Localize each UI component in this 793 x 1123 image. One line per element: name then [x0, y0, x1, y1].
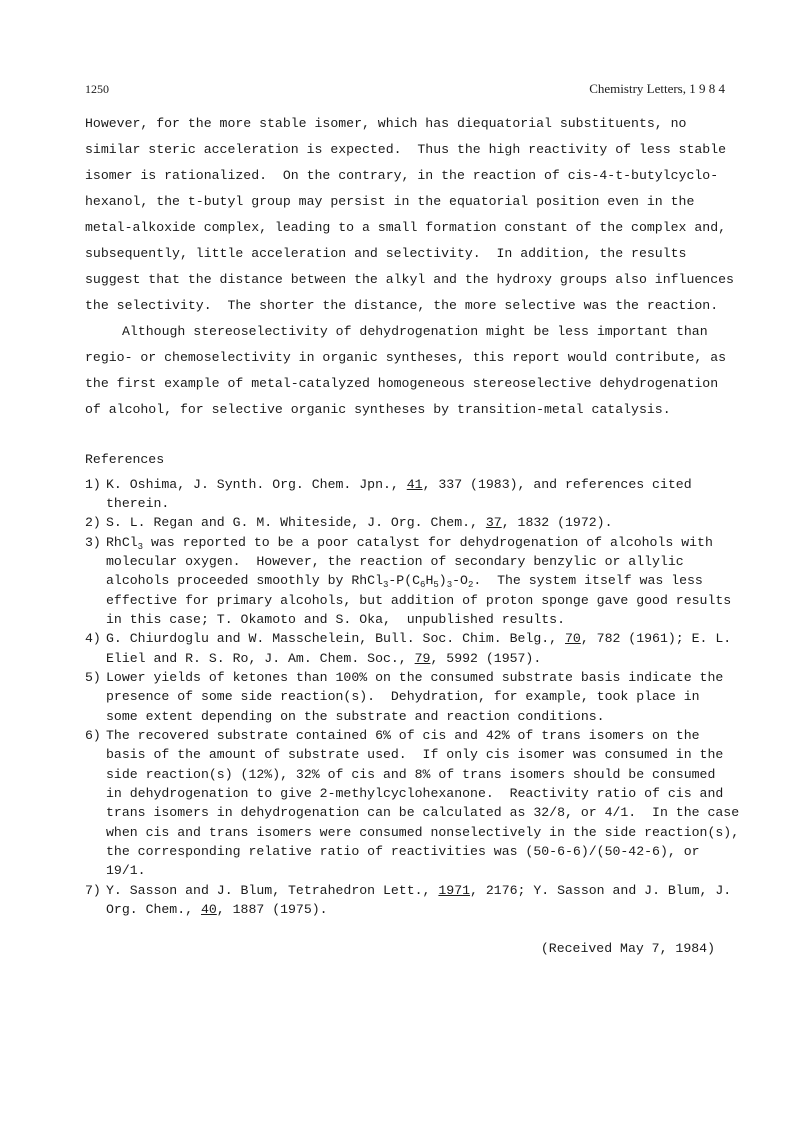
reference-line: when cis and trans isomers were consumed nonselectively in the side reaction(s), — [106, 825, 740, 840]
received-date: (Received May 7, 1984) — [540, 941, 715, 956]
reference-line: G. Chiurdoglu and W. Masschelein, Bull. Soc. Chim. Belg., 70, 782 (1961); E. L. — [106, 631, 732, 646]
reference-number: 1) — [85, 477, 101, 492]
reference-line: 19/1. — [106, 863, 146, 878]
reference-line: molecular oxygen. However, the reaction of secondary benzylic or allylic — [106, 554, 684, 569]
reference-line: K. Oshima, J. Synth. Org. Chem. Jpn., 41, 337 (1983), and references cited — [106, 477, 692, 492]
reference-number: 7) — [85, 883, 101, 898]
reference-line: presence of some side reaction(s). Dehydration, for example, took place in — [106, 689, 700, 704]
reference-line: effective for primary alcohols, but addition of proton sponge gave good results — [106, 593, 732, 608]
text-line: of alcohol, for selective organic syntheses by transition-metal catalysis. — [85, 402, 671, 417]
reference-number: 6) — [85, 728, 101, 743]
reference-line: trans isomers in dehydrogenation can be calculated as 32/8, or 4/1. In the case — [106, 805, 740, 820]
text-line: subsequently, little acceleration and selectivity. In addition, the results — [85, 246, 687, 261]
text-line: similar steric acceleration is expected. Thus the high reactivity of less stable — [85, 142, 727, 157]
references-heading: References — [85, 452, 165, 467]
text-line: hexanol, the t-butyl group may persist in the equatorial position even in the — [85, 194, 695, 209]
text-line: suggest that the distance between the alkyl and the hydroxy groups also influences — [85, 272, 734, 287]
text-line: isomer is rationalized. On the contrary, in the reaction of cis-4-t-butylcyclo- — [85, 168, 719, 183]
reference-line: Eliel and R. S. Ro, J. Am. Chem. Soc., 79, 5992 (1957). — [106, 651, 542, 666]
journal-title: Chemistry Letters, 1 9 8 4 — [589, 81, 725, 96]
reference-line: therein. — [106, 496, 170, 511]
reference-line: Lower yields of ketones than 100% on the consumed substrate basis indicate the — [106, 670, 724, 685]
reference-line: the corresponding relative ratio of reactivities was (50-6-6)/(50-42-6), or — [106, 844, 700, 859]
reference-line: RhCl$_3$ was reported to be a poor catalyst for dehydrogenation of alcohols with — [106, 535, 713, 552]
reference-line: S. L. Regan and G. M. Whiteside, J. Org. Chem., 37, 1832 (1972). — [106, 515, 613, 530]
reference-line: Y. Sasson and J. Blum, Tetrahedron Lett., 1971, 2176; Y. Sasson and J. Blum, J. — [106, 883, 732, 898]
reference-number: 5) — [85, 670, 101, 685]
text-line: the selectivity. The shorter the distance, the more selective was the reaction. — [85, 298, 719, 313]
reference-line: Org. Chem., 40, 1887 (1975). — [106, 902, 328, 917]
reference-line: in dehydrogenation to give 2-methylcyclohexanone. Reactivity ratio of cis and — [106, 786, 724, 801]
reference-line: The recovered substrate contained 6% of cis and 42% of trans isomers on the — [106, 728, 700, 743]
text-line: However, for the more stable isomer, which has diequatorial substituents, no — [85, 116, 687, 131]
reference-line: side reaction(s) (12%), 32% of cis and 8% of trans isomers should be consumed — [106, 767, 716, 782]
reference-number: 2) — [85, 515, 101, 530]
text-line: the first example of metal-catalyzed homogeneous stereoselective dehydrogenation — [85, 376, 719, 391]
reference-line: in this case; T. Okamoto and S. Oka, unpublished results. — [106, 612, 565, 627]
reference-number: 3) — [85, 535, 101, 550]
reference-number: 4) — [85, 631, 101, 646]
text-line: Although stereoselectivity of dehydrogenation might be less important than — [122, 324, 708, 339]
page-number: 1250 — [85, 82, 109, 96]
text-line: metal-alkoxide complex, leading to a small formation constant of the complex and, — [85, 220, 727, 235]
reference-line: alcohols proceeded smoothly by $RhCl_3-P(C_6H_5)_3-O_2$. The system itself was less — [106, 573, 703, 590]
reference-line: some extent depending on the substrate and reaction conditions. — [106, 709, 605, 724]
text-line: regio- or chemoselectivity in organic syntheses, this report would contribute, as — [85, 350, 727, 365]
reference-line: basis of the amount of substrate used. If only cis isomer was consumed in the — [106, 747, 724, 762]
